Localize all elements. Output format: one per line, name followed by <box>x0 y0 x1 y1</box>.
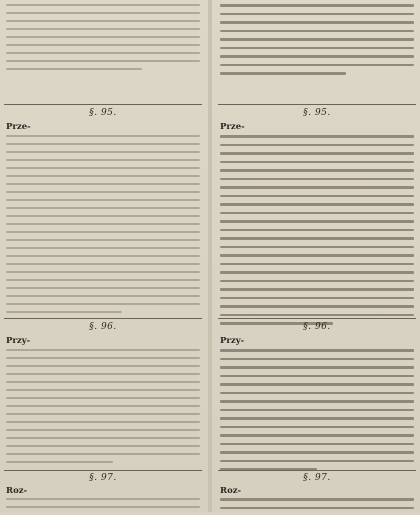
section-number-96: §. 96. <box>303 322 331 332</box>
section-95-text <box>220 135 414 331</box>
headword-prze: Prze- <box>6 122 31 132</box>
right-column-german <box>214 0 420 512</box>
headword-przy: Przy- <box>220 336 245 346</box>
section-97-text <box>220 498 414 515</box>
headword-przy: Przy- <box>6 336 31 346</box>
section-number-95: §. 95. <box>303 108 331 118</box>
section-number-95: §. 95. <box>89 108 117 118</box>
left-column-polish <box>0 0 206 512</box>
section-95-text <box>6 135 200 319</box>
section-number-97: §. 97. <box>89 473 117 483</box>
headword-roz: Roz- <box>220 486 242 496</box>
intro-text-block <box>220 4 414 81</box>
intro-text-block <box>6 4 200 76</box>
headword-roz: Roz- <box>6 486 28 496</box>
section-96-text <box>220 349 414 477</box>
section-number-96: §. 96. <box>89 322 117 332</box>
section-divider <box>218 104 416 105</box>
section-divider <box>4 318 202 319</box>
section-96-text <box>6 349 200 469</box>
section-divider <box>218 318 416 319</box>
section-number-97: §. 97. <box>303 473 331 483</box>
headword-prze: Prze- <box>220 122 245 132</box>
column-gutter <box>208 0 212 512</box>
section-divider <box>4 470 202 471</box>
section-divider <box>4 104 202 105</box>
section-divider <box>218 470 416 471</box>
